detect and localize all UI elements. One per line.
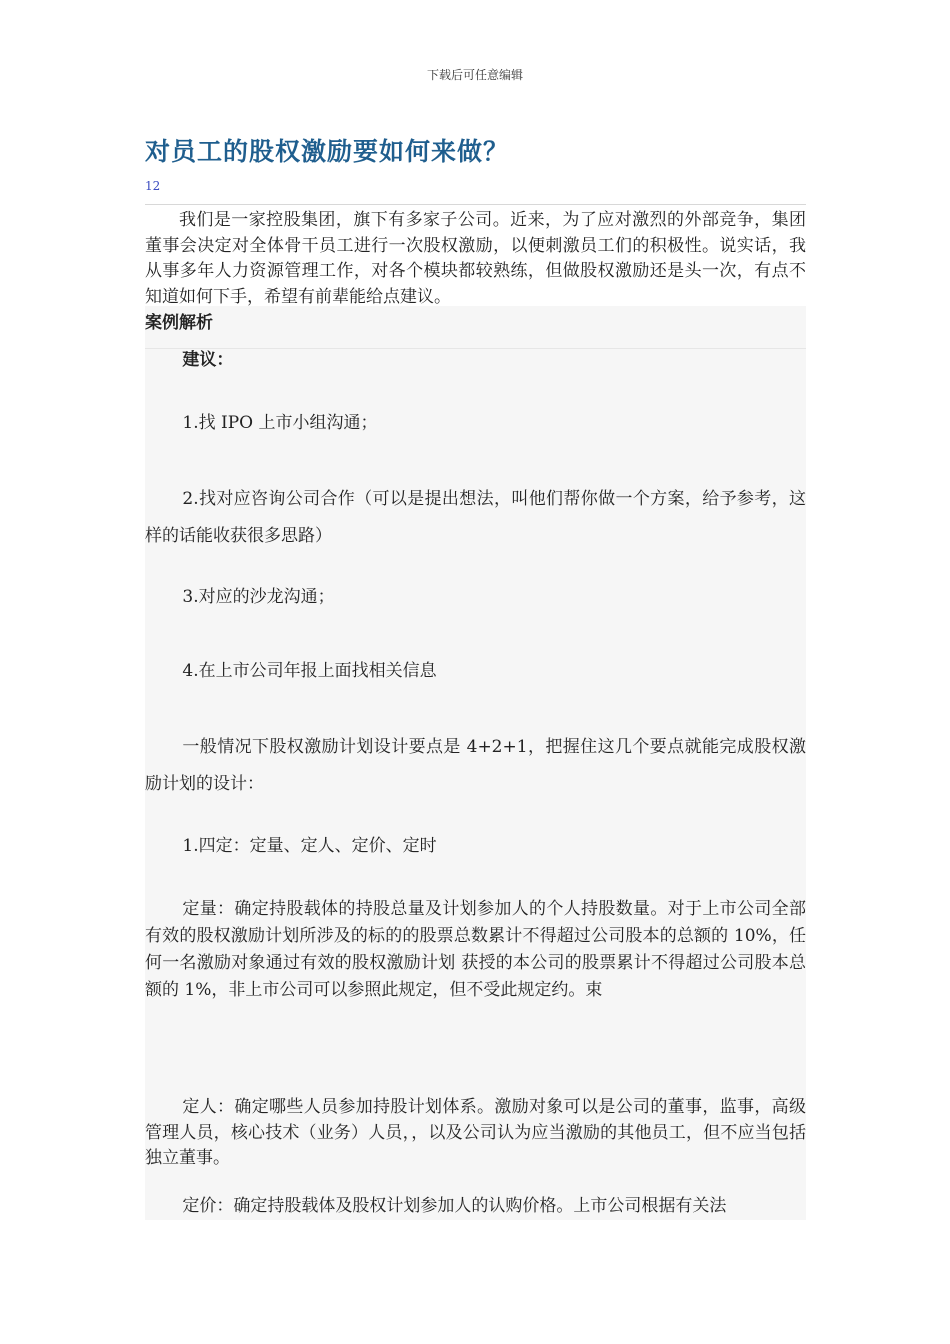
suggest-item-2: 2.找对应咨询公司合作（可以是提出想法，叫他们帮你做一个方案，给予参考，这样的话能收获很多思路） xyxy=(145,489,806,546)
analysis-heading: 案例解析 xyxy=(145,313,213,333)
suggest-item-3: 3.对应的沙龙沟通； xyxy=(182,587,335,607)
summary-paragraph: 一般情况下股权激励计划设计要点是 4+2+1，把握住这几个要点就能完成股权激励计划的设计： xyxy=(145,737,806,794)
suggest-item-4: 4.在上市公司年报上面找相关信息 xyxy=(182,661,437,681)
fix-people-paragraph: 定人：确定哪些人员参加持股计划体系。激励对象可以是公司的董事，监事，高级管理人员，核心技术（业务）人员，，以及公司认为应当激励的其他员工，但不应当包括独立董事。 xyxy=(145,1097,806,1168)
intro-paragraph: 我们是一家控股集团，旗下有多家子公司。近来，为了应对激烈的外部竞争，集团董事会决定对全体骨干员工进行一次股权激励，以便刺激员工们的积极性。说实话，我从事多年人力资源管理工作，对各个模块都较熟练，但做股权激励还是头一次，有点不知道如何下手，希望有前辈能给点建议。 xyxy=(145,210,806,307)
fix-price-paragraph: 定价：确定持股载体及股权计划参加人的认购价格。上市公司根据有关法 xyxy=(182,1196,727,1216)
suggest-item-1: 1.找 IPO 上市小组沟通； xyxy=(182,413,378,433)
view-count[interactable]: 12 xyxy=(145,179,161,193)
header-note: 下载后可任意编辑 xyxy=(426,68,523,82)
fix-quantity-paragraph: 定量：确定持股载体的持股总量及计划参加人的个人持股数量。对于上市公司全部有效的股权激励计划所涉及的标的的股票总数累计不得超过公司股本的总额的 10%，任何一名激励对象通过有效的股权激励计划 获授的本公司的股票累计不得超过公司股本总额的 1%，非上市公司可以参照此规定，但不受此规定约。束 xyxy=(145,899,806,1000)
suggest-label: 建议： xyxy=(182,350,234,370)
article-title: 对员工的股权激励要如何来做？ xyxy=(145,137,510,166)
analysis-heading-bar xyxy=(145,306,806,349)
four-fix-heading: 1.四定：定量、定人、定价、定时 xyxy=(182,836,437,856)
divider xyxy=(145,204,806,205)
